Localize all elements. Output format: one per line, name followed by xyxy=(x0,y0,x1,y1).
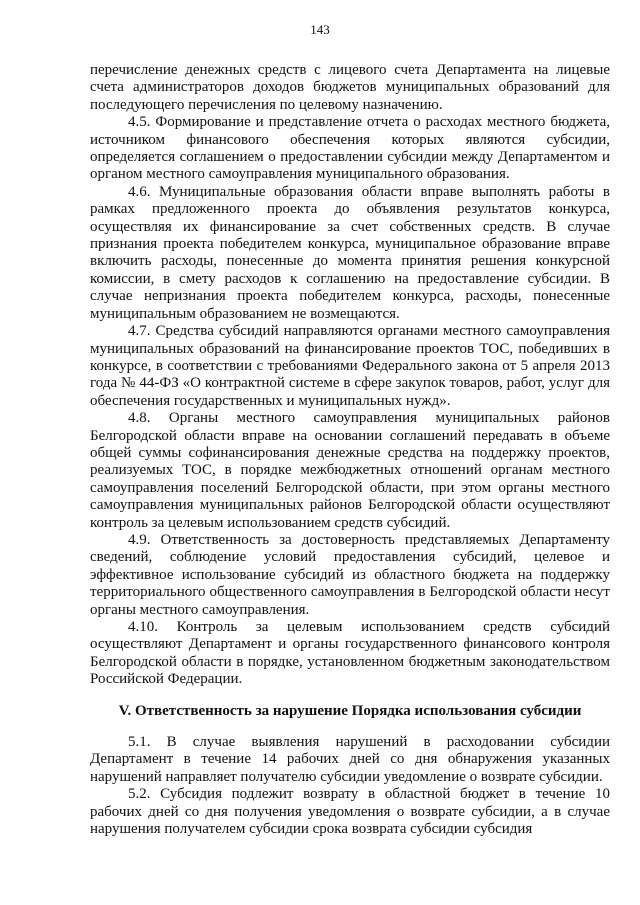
document-body xyxy=(90,62,610,838)
paragraph-4-10: 4.10. Контроль за целевым использованием средств субсидий осуществляют Департамент и органы государственного финансового контроля Белгородской области в порядке, установленном бюджетным законодательством Российской Федерации. xyxy=(90,619,610,688)
page-number: 143 xyxy=(310,22,330,37)
paragraph-4-8: 4.8. Органы местного самоуправления муниципальных районов Белгородской области вправе на основании соглашений передавать в объеме общей суммы софинансирования денежные средства на поддержку проектов, реализуемых ТОС, в порядке межбюджетных отношений органам местного самоуправления поселений Белгородской области, при этом органы местного самоуправления муниципальных районов Белгородской области осуществляют контроль за целевым использованием средств субсидий. xyxy=(90,410,610,531)
paragraph-4-6: 4.6. Муниципальные образования области вправе выполнять работы в рамках предложенного проекта до объявления результатов конкурса, осуществляя их финансирование за счет собственных средств. В случае признания проекта победителем конкурса, муниципальное образование вправе включить расходы, понесенные до момента принятия решения конкурсной комиссии, в смету расходов к соглашению на предоставление субсидии. В случае непризнания проекта победителем конкурса, расходы, понесенные муниципальным образованием не возмещаются. xyxy=(90,183,610,322)
paragraph-4-5: 4.5. Формирование и представление отчета о расходах местного бюджета, источником финансового обеспечения которых являются субсидии, определяется соглашением о предоставлении субсидии между Департаментом и органом местного самоуправления муниципального образования. xyxy=(90,114,610,183)
paragraph-4-7: 4.7. Средства субсидий направляются органами местного самоуправления муниципальных образований на финансирование проектов ТОС, победивших в конкурсе, в соответствии с требованиями Федерального закона от 5 апреля 2013 года № 44-ФЗ «О контрактной системе в сфере закупок товаров, работ, услуг для обеспечения государственных и муниципальных нужд». xyxy=(90,323,610,409)
paragraph-4-9: 4.9. Ответственность за достоверность представляемых Департаменту сведений, соблюдение условий предоставления субсидий, целевое и эффективное использование субсидий из областного бюджета на поддержку территориального общественного самоуправления в Белгородской области несут органы местного самоуправления. xyxy=(90,531,610,618)
paragraph-continuation: перечисление денежных средств с лицевого счета Департамента на лицевые счета администраторов доходов бюджетов муниципальных образований для последующего перечисления по целевому назначению. xyxy=(90,62,610,113)
paragraph-5-1: 5.1. В случае выявления нарушений в расходовании субсидии Департамент в течение 14 рабочих дней со дня обнаружения указанных нарушений направляет получателю субсидии уведомление о возврате субсидии. xyxy=(90,734,610,785)
section-heading: V. Ответственность за нарушение Порядка использования субсидии xyxy=(118,702,582,719)
paragraph-5-2: 5.2. Субсидия подлежит возврату в областной бюджет в течение 10 рабочих дней со дня получения уведомления о возврате субсидии, а в случае нарушения получателем субсидии срока возврата субсидии субсидия xyxy=(90,786,610,838)
